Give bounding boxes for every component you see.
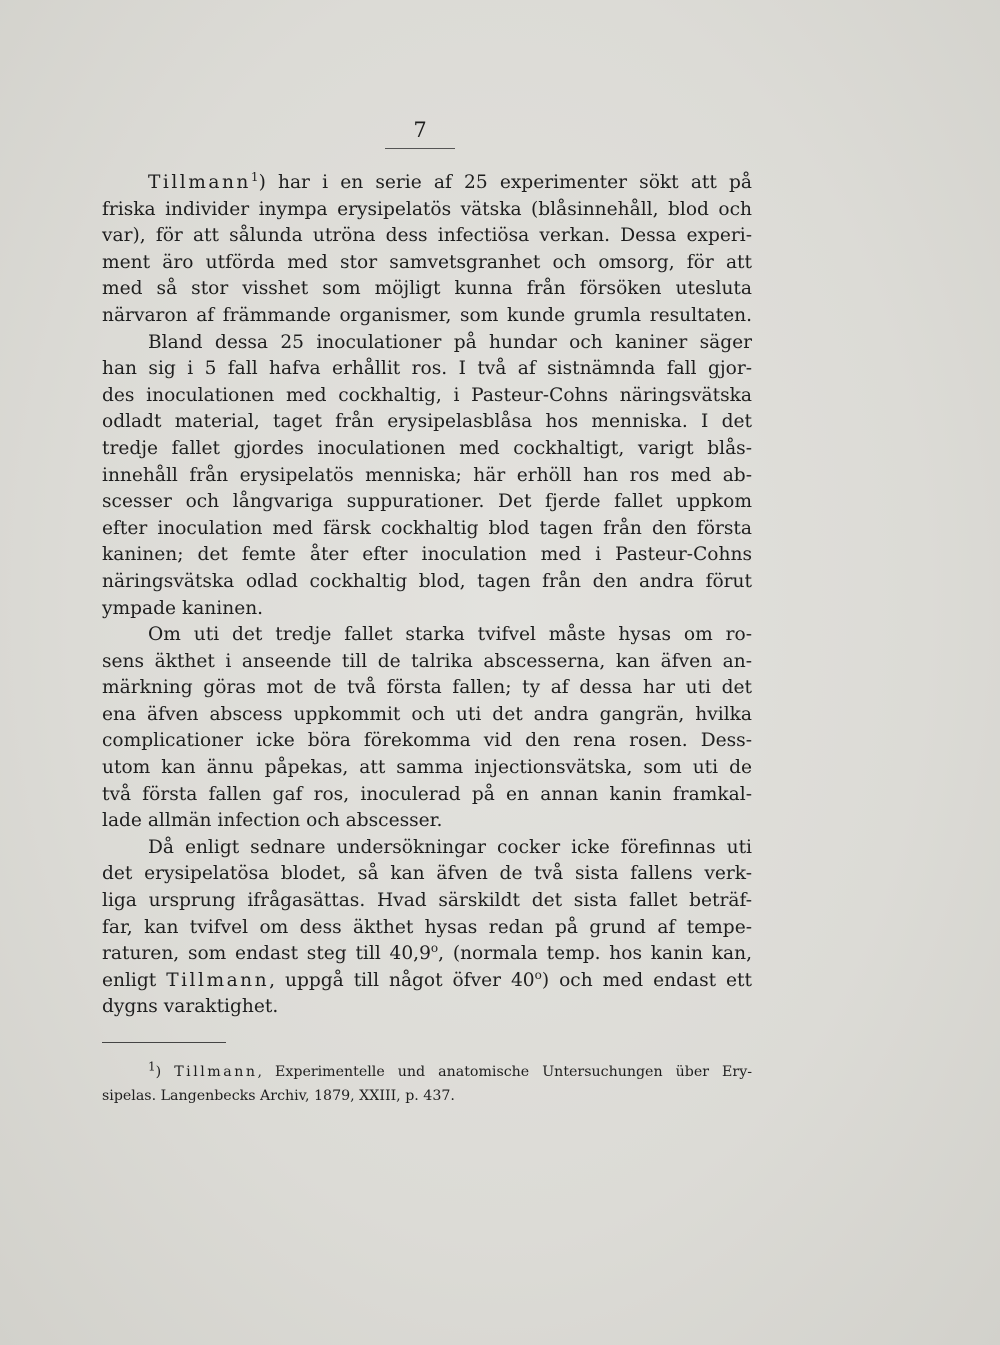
text-line: märkning göras mot de två första fallen; ty af dessa har uti det [102,677,752,699]
text-line: Då enligt sednare undersökningar cocker icke förefinnas uti [148,836,752,858]
page-number-rule [385,148,455,149]
text-run: , uppgå till något öfver 40 [269,969,535,991]
text-line: dygns varaktighet. [102,996,279,1018]
body-text [102,170,752,1021]
superscript: 1 [148,1059,156,1074]
text-line: två första fallen gaf ros, inoculerad på en annan kanin framkal- [102,783,752,805]
text-line: efter inoculation med färsk cockhaltig blod tagen från den första [102,517,752,539]
text-line: friska individer inympa erysipelatös vätska (blåsinnehåll, blod och [102,198,752,220]
text-line: kaninen; det femte åter efter inoculation med i Pasteur-Cohns [102,544,752,566]
text-line: det erysipelatösa blodet, så kan äfven de två sista fallens verk- [102,863,752,885]
text-line: liga ursprung ifrågasättas. Hvad särskildt det sista fallet beträf- [102,890,752,912]
text-line [102,941,752,968]
text-run: , (normala temp. hos kanin kan, [438,943,752,965]
text-line: näringsvätska odlad cockhaltig blod, tagen från den andra förut [102,570,752,592]
text-line: var), för att sålunda utröna dess infectiösa verkan. Dessa experi- [102,225,752,247]
text-line: utom kan ännu påpekas, att samma injectionsvätska, som uti de [102,757,752,779]
text-run: ) och med endast ett [541,969,752,991]
text-line: ment äro utförda med stor samvetsgranhet och omsorg, för att [102,251,752,273]
text-line: Om uti det tredje fallet starka tvifvel måste hysas om ro- [148,624,752,646]
text-line: närvaron af främmande organismer, som kunde grumla resultaten. [102,304,752,326]
text-line: innehåll från erysipelatös menniska; här erhöll han ros med ab- [102,464,752,486]
text-line: tredje fallet gjordes inoculationen med cockhaltigt, varigt blås- [102,437,752,459]
text-line: ena äfven abscess uppkommit och uti det andra gangrän, hvilka [102,703,752,725]
text-line: odladt material, taget från erysipelasblåsa hos menniska. I det [102,411,752,433]
text-line [102,968,752,995]
text-line: Bland dessa 25 inoculationer på hundar och kaniner säger [148,331,752,353]
text-run: enligt [102,969,167,991]
text-run: ) [155,1064,175,1080]
text-line: scesser och långvariga suppurationer. Det fjerde fallet uppkom [102,491,752,513]
footnote [102,1060,752,1108]
superscript: o [534,967,542,982]
text-line: des inoculationen med cockhaltig, i Pasteur-Cohns näringsvätska [102,384,752,406]
author-name: Tillmann [166,969,270,991]
text-line [102,170,752,197]
author-name: Tillmann [174,1064,258,1080]
footnote-line [102,1060,752,1084]
text-run: raturen, som endast steg till 40,9 [102,943,431,965]
footnote-divider [102,1042,226,1043]
text-line: med så stor visshet som möjligt kunna från försöken utesluta [102,278,752,300]
text-line: complicationer icke böra förekomma vid den rena rosen. Dess- [102,730,752,752]
author-name: Tillmann [148,172,251,193]
superscript: 1 [250,169,259,184]
text-line: far, kan tvifvel om dess äkthet hysas redan på grund af tempe- [102,916,752,938]
text-line: sens äkthet i anseende till de talrika abscesserna, kan äfven an- [102,650,752,672]
text-line: han sig i 5 fall hafva erhållit ros. I två af sistnämnda fall gjor- [102,358,752,380]
text-run: , Experimentelle und anatomische Untersuchungen über Ery- [257,1064,752,1080]
text-run: ) har i en serie af 25 experimenter sökt att på [258,172,752,193]
footnote-line: sipelas. Langenbecks Archiv, 1879, XXIII, p. 437. [102,1088,455,1104]
superscript: o [430,941,439,956]
page-number: 7 [413,118,427,142]
text-line: ympade kaninen. [102,597,264,619]
text-line: lade allmän infection och abscesser. [102,810,443,832]
